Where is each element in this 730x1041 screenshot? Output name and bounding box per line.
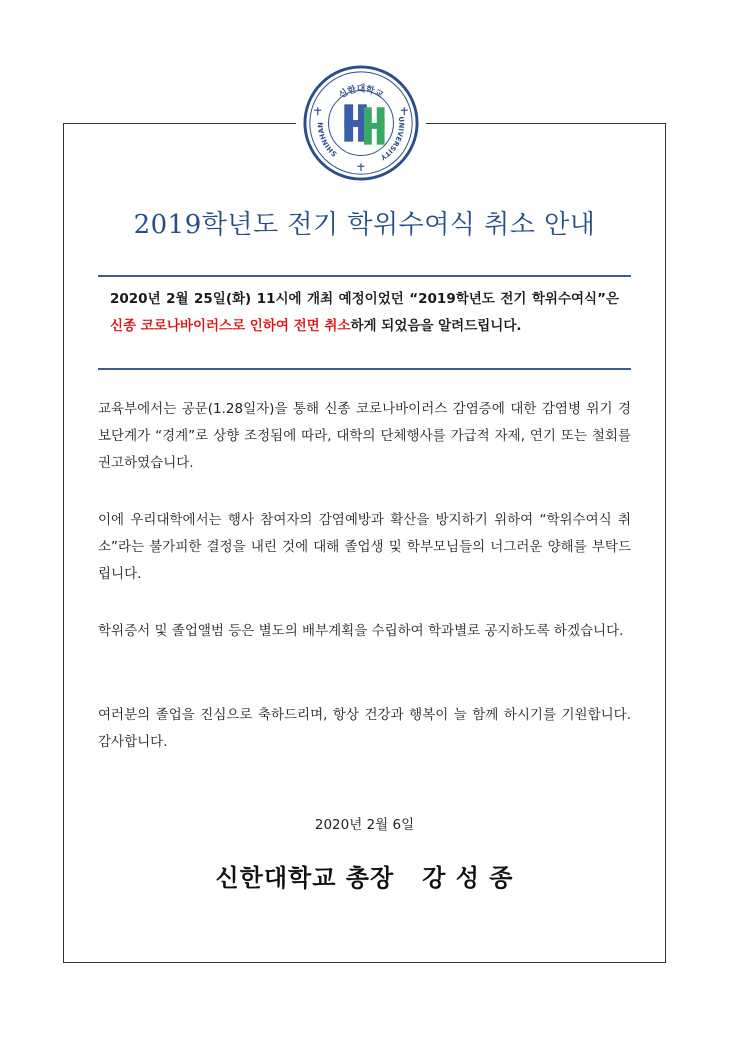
seal-left-text: SHINHAN — [316, 121, 339, 158]
notice-text-before: 2020년 2월 25일(화) 11시에 개최 예정이었던 “2019학년도 전기 학위수여식”은 — [110, 291, 619, 307]
seal-h-mark-icon — [344, 104, 384, 144]
seal-right-text: UNIVERSITY — [379, 116, 406, 162]
body-paragraph-4: 여러분의 졸업을 진심으로 축하드리며, 항상 건강과 행복이 늘 함께 하시기를 기원합니다. 감사합니다. — [98, 707, 631, 750]
body-paragraph-3: 학위증서 및 졸업앨범 등은 별도의 배부계획을 수립하여 학과별로 공지하도록 하겠습니다. — [98, 623, 624, 639]
document-date: 2020년 2월 6일 — [314, 817, 415, 833]
notice-text-after: 하게 되었음을 알려드립니다. — [350, 318, 522, 334]
notice-highlight: 신종 코로나바이러스로 인하여 전면 취소 — [110, 318, 351, 334]
body-paragraph-2: 이에 우리대학에서는 행사 참여자의 감염예방과 확산을 방지하기 위하여 “학위수여식 취소”라는 불가피한 결정을 내린 것에 대해 졸업생 및 학부모님들의 너그러운 양해를 부탁드립니다. — [98, 512, 631, 582]
university-seal-logo — [302, 64, 420, 182]
page-title: 2019학년도 전기 학위수여식 취소 안내 — [133, 210, 596, 240]
notice-box — [98, 275, 631, 370]
body-paragraph-1: 교육부에서는 공문(1.28일자)을 통해 신종 코로나바이러스 감염증에 대한 감염병 위기 경보단계가 “경계”로 상향 조정됨에 따라, 대학의 단체행사를 가급적 자제, 연기 또는 철회를 권고하였습니다. — [98, 401, 631, 471]
university-seal — [296, 62, 426, 184]
seal-name-text: 신한대학교 — [337, 84, 385, 101]
signature: 신한대학교 총장 강 성 종 — [215, 864, 514, 892]
